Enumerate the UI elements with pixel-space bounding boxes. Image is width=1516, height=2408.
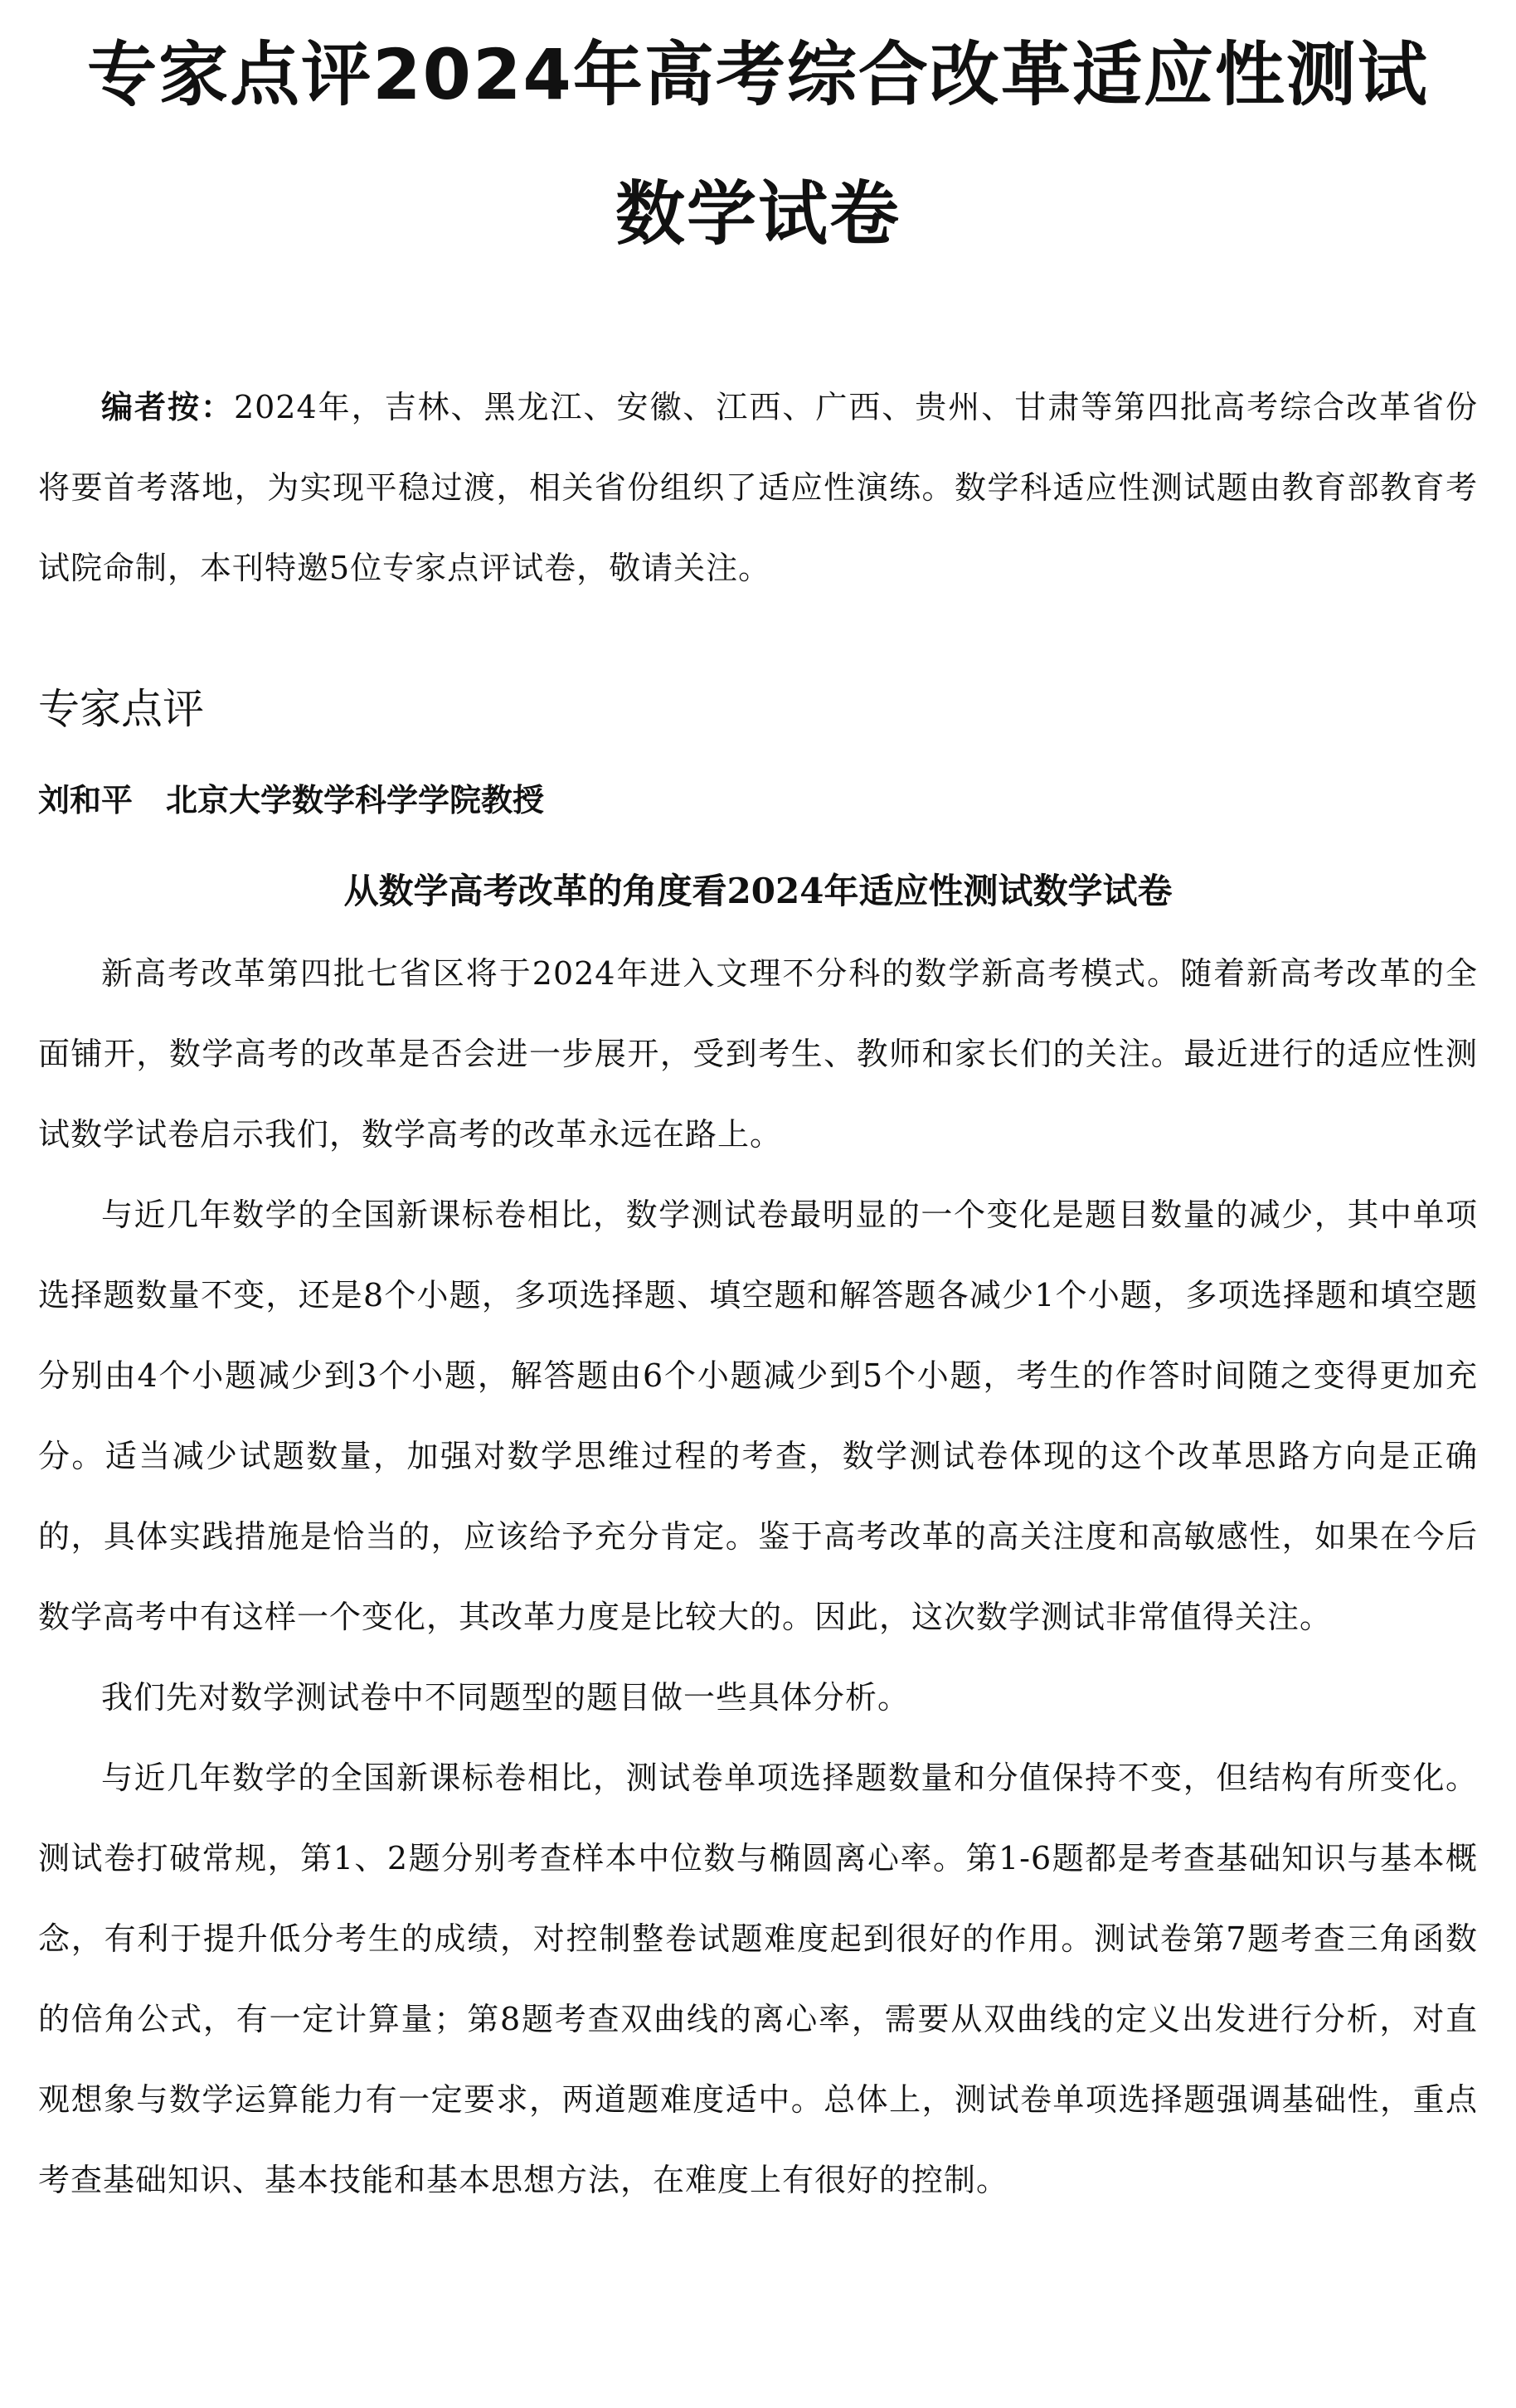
document-title-line1: 专家点评2024年高考综合改革适应性测试: [87, 34, 1429, 115]
article-title: 从数学高考改革的角度看2024年适应性测试数学试卷: [343, 871, 1173, 911]
body-paragraph: 与近几年数学的全国新课标卷相比，数学测试卷最明显的一个变化是题目数量的减少，其中单项选择题数量不变，还是8个小题，多项选择题、填空题和解答题各减少1个小题，多项选择题和填空题分别由4个小题减少到3个小题，解答题由6个小题减少到5个小题，考生的作答时间随之变得更加充分。适当减少试题数量，加强对数学思维过程的考查，数学测试卷体现的这个改革思路方向是正确的，具体实践措施是恰当的，应该给予充分肯定。鉴于高考改革的高关注度和高敏感性，如果在今后数学高考中有这样一个变化，其改革力度是比较大的。因此，这次数学测试非常值得关注。: [38, 1197, 1478, 1635]
editor-note-label: 编者按：: [101, 389, 234, 425]
author-title: 北京大学数学科学学院教授: [166, 782, 545, 818]
editor-note-text: 2024年，吉林、黑龙江、安徽、江西、广西、贵州、甘肃等第四批高考综合改革省份将要首考落地，为实现平稳过渡，相关省份组织了适应性演练。数学科适应性测试题由教育部教育考试院命制，本刊特邀5位专家点评试卷，敬请关注。: [38, 389, 1478, 586]
editor-note-paragraph: [38, 367, 1478, 609]
body-paragraph: 新高考改革第四批七省区将于2024年进入文理不分科的数学新高考模式。随着新高考改革的全面铺开，数学高考的改革是否会进一步展开，受到考生、教师和家长们的关注。最近进行的适应性测试数学试卷启示我们，数学高考的改革永远在路上。: [38, 955, 1478, 1153]
author-line: [38, 775, 544, 825]
body-paragraph: 与近几年数学的全国新课标卷相比，测试卷单项选择题数量和分值保持不变，但结构有所变化。测试卷打破常规，第1、2题分别考查样本中位数与椭圆离心率。第1-6题都是考查基础知识与基本概念，有利于提升低分考生的成绩，对控制整卷试题难度起到很好的作用。测试卷第7题考查三角函数的倍角公式，有一定计算量；第8题考查双曲线的离心率，需要从双曲线的定义出发进行分析，对直观想象与数学运算能力有一定要求，两道题难度适中。总体上，测试卷单项选择题强调基础性，重点考查基础知识、基本技能和基本思想方法，在难度上有很好的控制。: [38, 1760, 1478, 2198]
article-body: [38, 934, 1478, 2221]
document-title-line2: 数学试卷: [615, 173, 901, 255]
author-name: 刘和平: [38, 782, 134, 818]
body-paragraph: 我们先对数学测试卷中不同题型的题目做一些具体分析。: [101, 1679, 911, 1716]
editor-note: [38, 367, 1478, 609]
section-heading: 专家点评: [38, 685, 204, 733]
